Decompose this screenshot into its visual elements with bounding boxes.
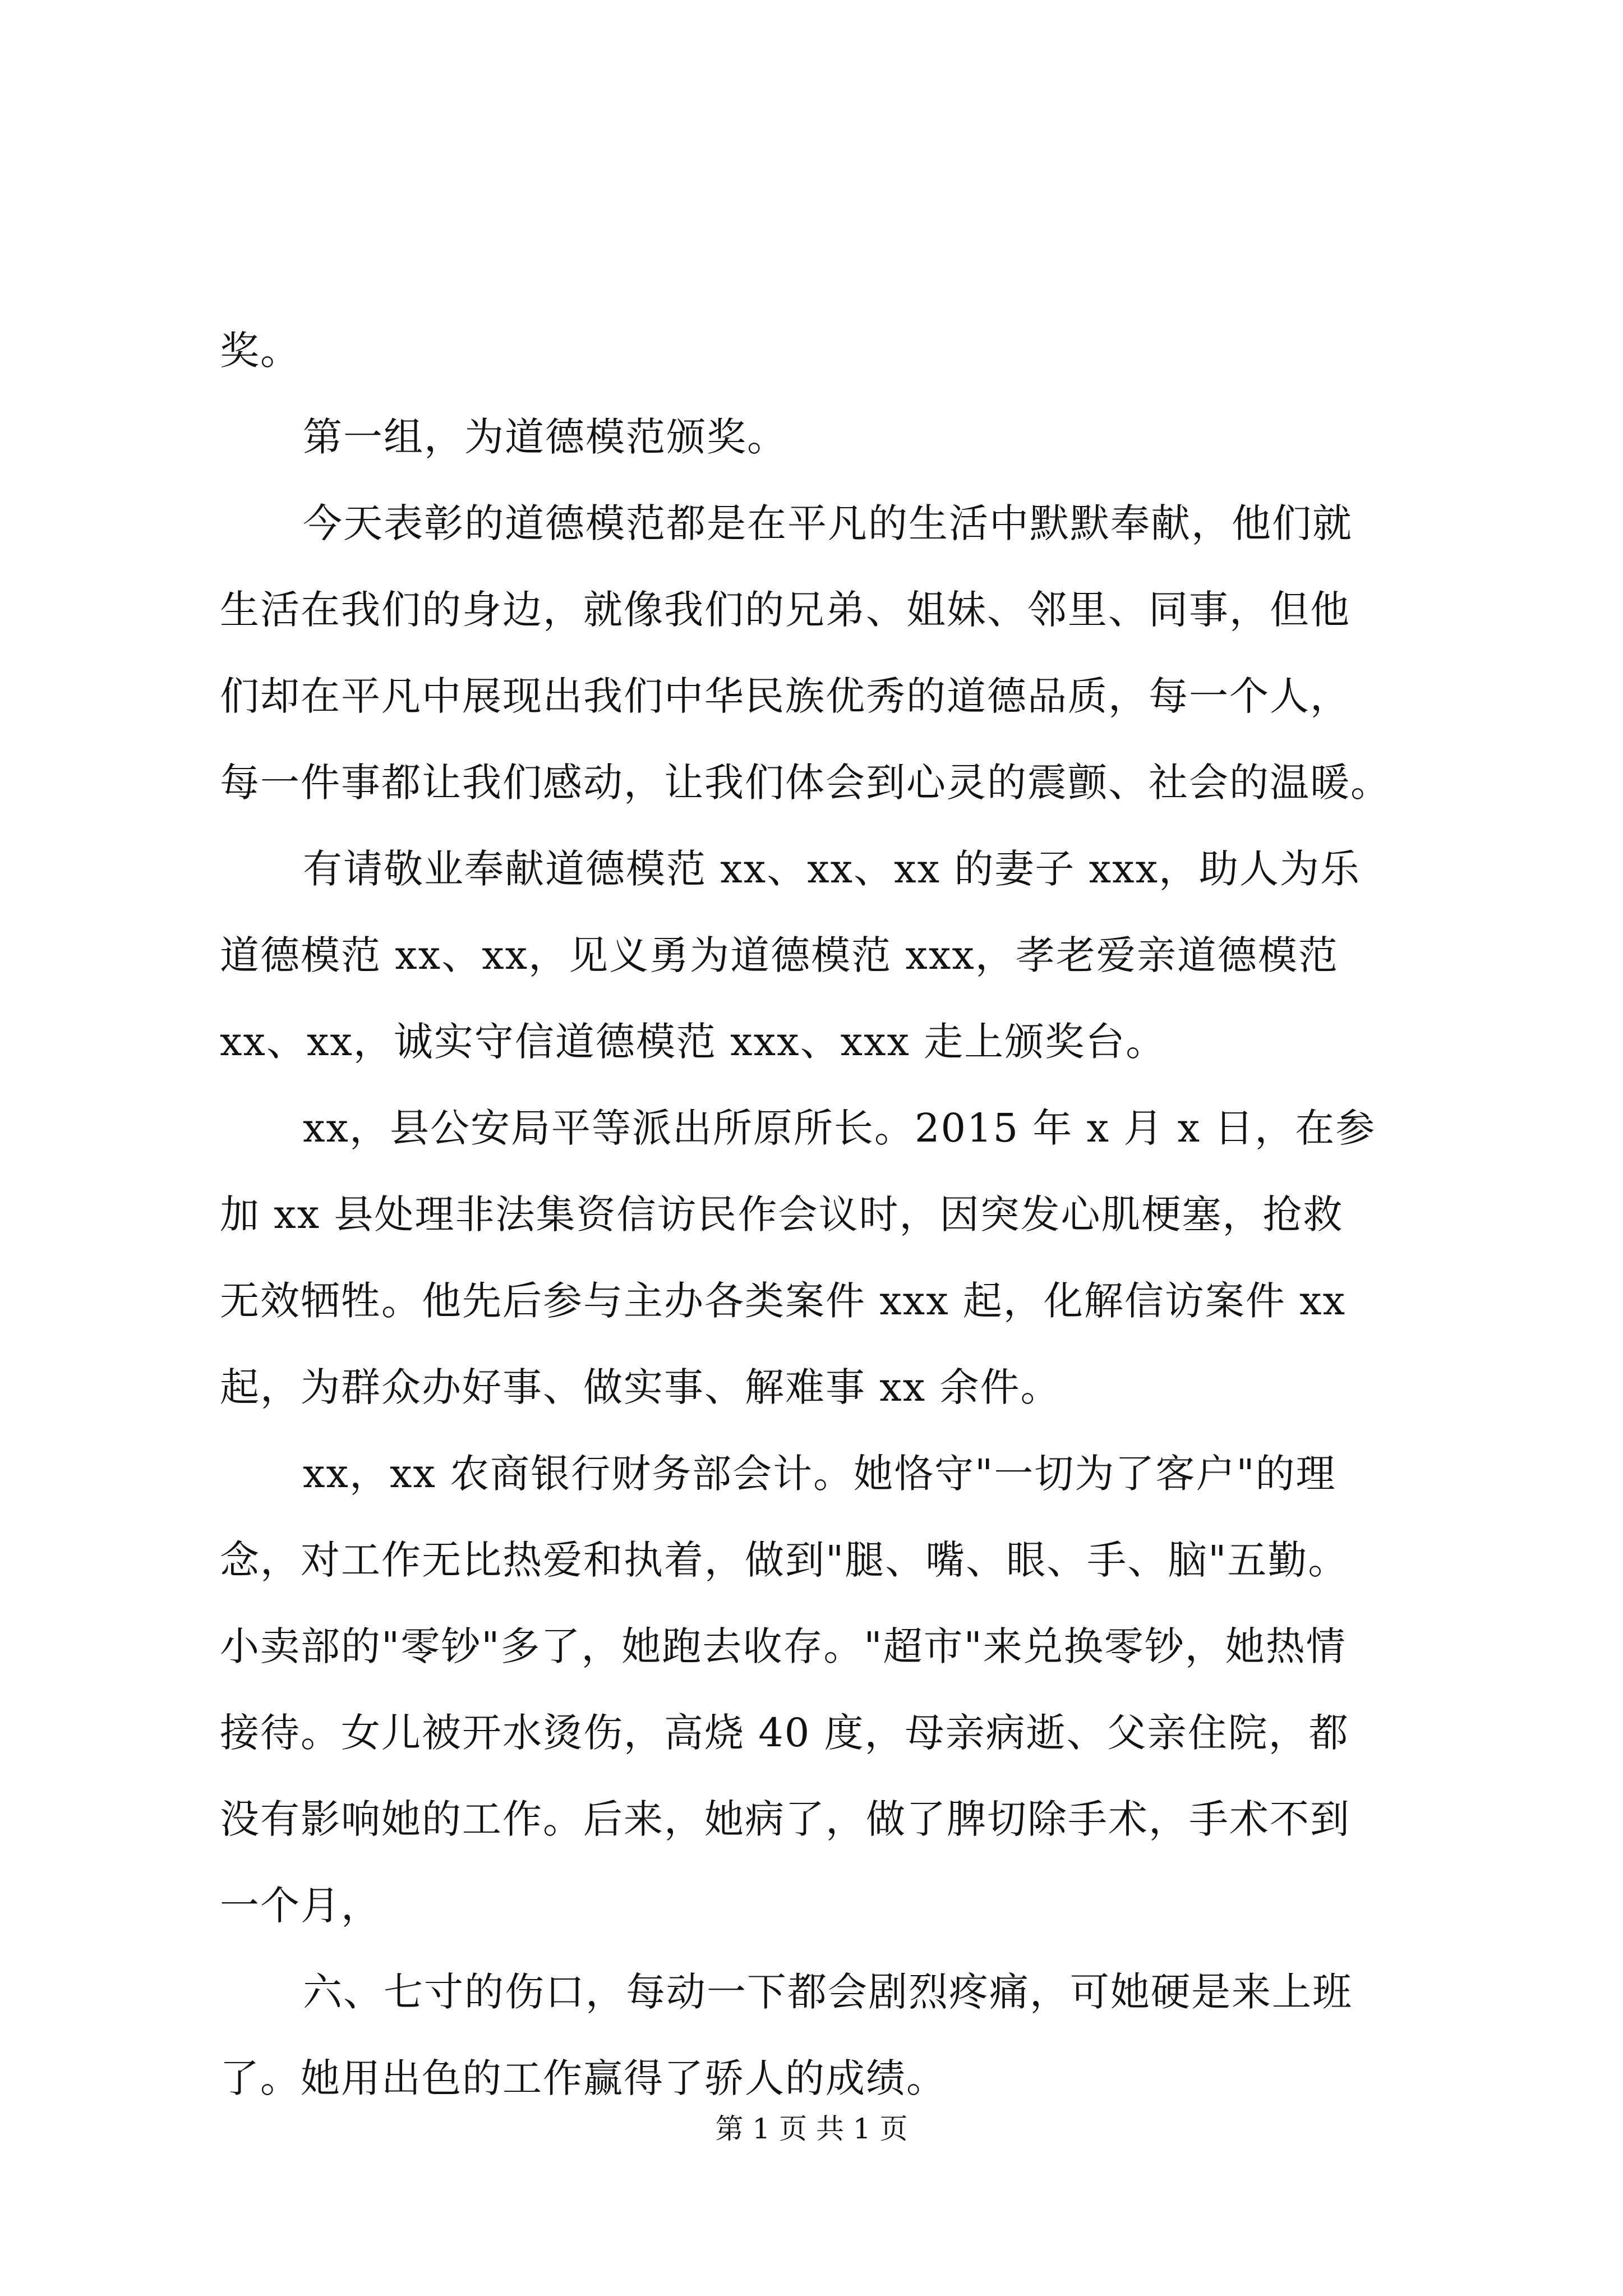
- text-line: 们却在平凡中展现出我们中华民族优秀的道德品质，每一个人，: [220, 673, 1350, 719]
- text-line: 今天表彰的道德模范都是在平凡的生活中默默奉献，他们就: [303, 500, 1353, 546]
- text-line: xx，县公安局平等派出所原所长。2015 年 x 月 x 日，在参: [303, 1105, 1376, 1151]
- text-line: xx，xx 农商银行财务部会计。她恪守"一切为了客户"的理: [303, 1451, 1336, 1497]
- text-line: 加 xx 县处理非法集资信访民作会议时，因突发心肌梗塞，抢救: [220, 1191, 1344, 1237]
- text-line: 每一件事都让我们感动，让我们体会到心灵的震颤、社会的温暖。: [220, 760, 1391, 806]
- text-line: 奖。: [220, 328, 301, 374]
- text-line: 起，为群众办好事、做实事、解难事 xx 余件。: [220, 1364, 1061, 1410]
- text-line: 没有影响她的工作。后来，她病了，做了脾切除手术，手术不到: [220, 1796, 1350, 1842]
- text-line: 一个月，: [220, 1883, 381, 1929]
- text-line: 了。她用出色的工作赢得了骄人的成绩。: [220, 2055, 947, 2101]
- text-line: 接待。女儿被开水烫伤，高烧 40 度，母亲病逝、父亲住院，都: [220, 1710, 1349, 1756]
- text-line: 无效牺牲。他先后参与主办各类案件 xxx 起，化解信访案件 xx: [220, 1278, 1347, 1324]
- text-line: 念，对工作无比热爱和执着，做到"腿、嘴、眼、手、脑"五勤。: [220, 1537, 1349, 1583]
- text-line: 道德模范 xx、xx，见义勇为道德模范 xxx，孝老爱亲道德模范: [220, 932, 1339, 978]
- text-line: 第一组，为道德模范颁奖。: [303, 414, 787, 460]
- text-line: 有请敬业奉献道德模范 xx、xx、xx 的妻子 xxx，助人为乐: [303, 846, 1361, 892]
- text-line: xx、xx，诚实守信道德模范 xxx、xxx 走上颁奖台。: [220, 1019, 1166, 1065]
- document-body: [220, 307, 1429, 2122]
- page-footer: 第 1 页 共 1 页: [715, 2113, 908, 2145]
- text-line: 生活在我们的身边，就像我们的兄弟、姐妹、邻里、同事，但他: [220, 587, 1350, 633]
- text-line: 六、七寸的伤口，每动一下都会剧烈疼痛，可她硬是来上班: [303, 1969, 1353, 2015]
- text-line: 小卖部的"零钞"多了，她跑去收存。"超市"来兑换零钞，她热情: [220, 1623, 1347, 1669]
